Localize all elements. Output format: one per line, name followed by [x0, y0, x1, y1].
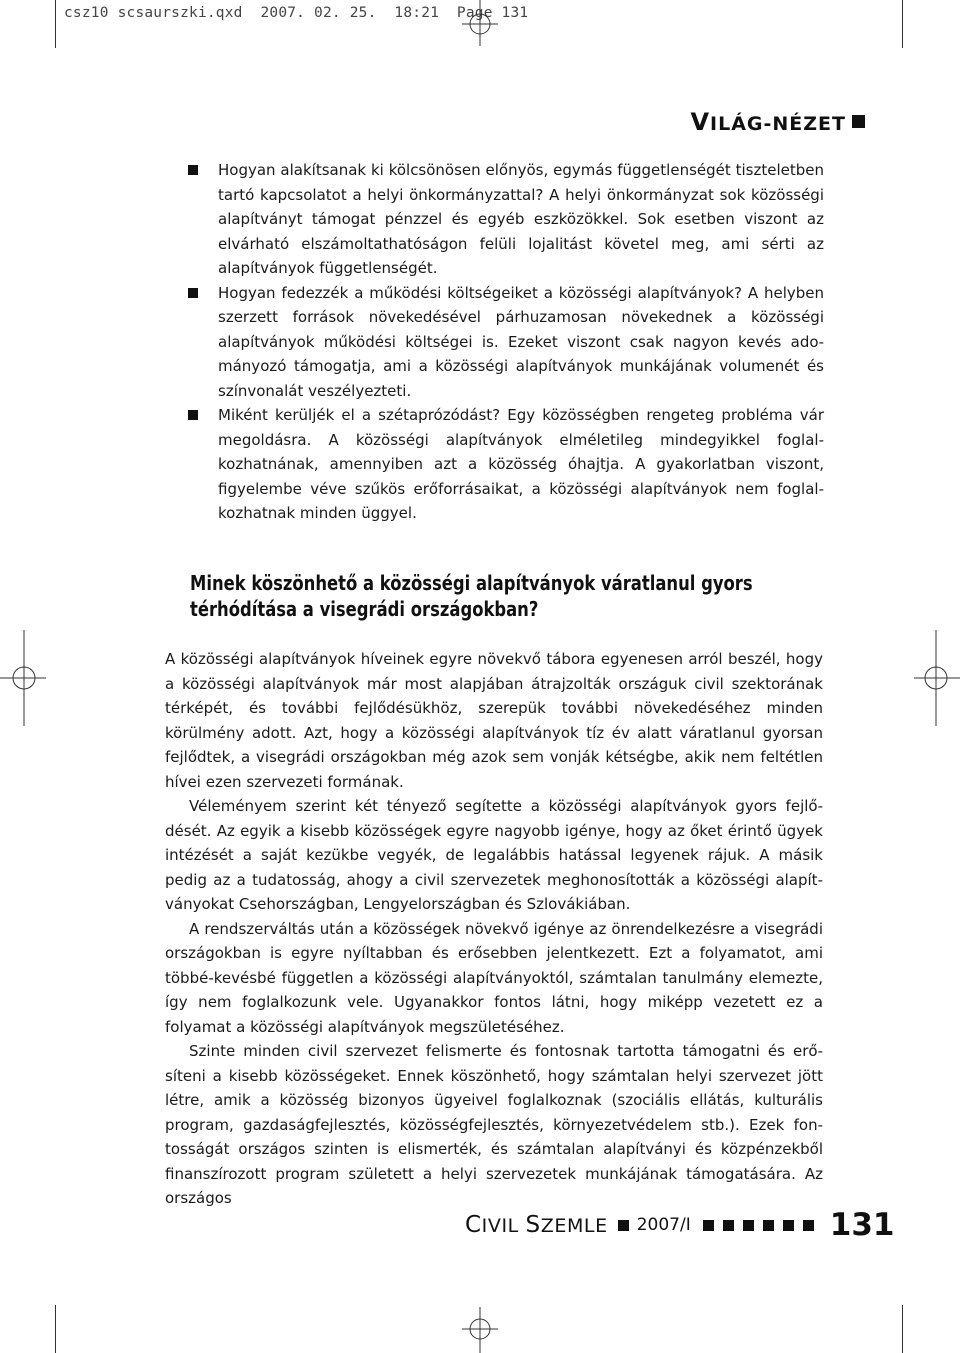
square-icon — [723, 1220, 734, 1231]
crop-mark-bottom-left — [55, 1305, 56, 1353]
square-icon — [803, 1220, 814, 1231]
square-icon — [703, 1220, 714, 1231]
paragraph: Véleményem szerint két tényező segítette a közösségi alapítványok gyors fejlődését. Az egyik a kisebb közösségek egyre nagyobb igénye, hogy az őket érintő ügyek intézését a saját kezükbe vegyék, de legalábbis hatással legyenek rájuk. A másik pedig az a tudatosság, ahogy a civil szervezetek meghonosították a közösségi alapítványokat Csehországban, Lengyelországban és Szlovákiában. — [165, 797, 823, 913]
square-icon — [783, 1220, 794, 1231]
square-bullet-icon — [188, 288, 198, 298]
list-item — [188, 281, 824, 404]
registration-mark-left — [0, 630, 48, 726]
crop-mark-bottom-right — [902, 1305, 903, 1353]
journal-name-cap: S — [525, 1212, 541, 1238]
running-head — [690, 108, 865, 136]
journal-name — [465, 1212, 608, 1238]
square-bullet-icon — [188, 410, 198, 420]
list-item-text: Miként kerüljék el a szétaprózódást? Egy közösségben rengeteg probléma vár megoldásra. A közösségi alapítványok elméletileg mindegyikkel foglalkozhatnának, amennyiben azt a közösség óhajtja. A gyakorlatban viszont, figyelembe véve szűkös erőforrásaikat, a közösségi alapítványok nem foglalkozhatnak minden üggyel. — [218, 406, 824, 522]
square-icon — [763, 1220, 774, 1231]
paragraph: A közösségi alapítványok híveinek egyre növekvő tábora egyenesen arról beszél, hogy a közösségi alapítványok már most alapjában átrajzolták országuk civil szektorának térképét, és további fejlődésükhöz, szerepük további növekedéséhez minden körülmény adott. Azt, hogy a közösségi alapítványok tíz év alatt váratlanul gyorsan fejlődtek, a visegrádi országokban még azok sem vonják kétségbe, akik nem feltétlen hívei ezen szervezeti formának. — [165, 650, 823, 791]
running-head-rest: ILÁG-NÉZET — [710, 113, 846, 135]
crop-mark-top-left — [55, 0, 56, 48]
list-item — [188, 403, 824, 526]
square-icon — [743, 1220, 754, 1231]
list-item-text: Hogyan alakítsanak ki kölcsönösen előnyös, egymás függetlenségét tiszteletben tartó kapcsolatot a helyi önkormányzattal? A helyi önkormányzat sok közösségi alapítványt támogat pénzzel és egyéb eszközökkel. Sok esetben viszont az elvárható elszámoltathatóságon felüli lojalitást követel meg, ami sérti az alapítványok függetlenségét. — [218, 161, 824, 277]
square-separator-icon — [618, 1220, 629, 1231]
registration-mark-right — [912, 630, 960, 726]
square-bullet-icon — [188, 165, 198, 175]
page-number: 131 — [829, 1207, 895, 1243]
print-slug: csz10 scsaurszki.qxd 2007. 02. 25. 18:21 Page 131 — [64, 5, 529, 21]
decorative-squares — [703, 1220, 814, 1231]
issue-number: 2007/I — [636, 1215, 691, 1235]
journal-name-part: IVIL — [481, 1215, 526, 1237]
registration-mark-bottom — [460, 1305, 500, 1353]
registration-mark-top — [460, 0, 500, 48]
paragraph: A rendszerváltás után a közösségek növekvő igénye az önrendelkezésre a visegrádi országokban is egyre nyíltabban és erősebben jelentkezett. Ezt a folyamatot, ami többé-kevésbé független a közösségi alapítványoktól, számtalan tanulmány elemezte, így nem foglalkozunk vele. Ugyanakkor fontos látni, hogy miképp vezetett ez a folyamat a közösségi alapítványok megszületéséhez. — [165, 919, 823, 1036]
body-text — [165, 647, 823, 1211]
page-footer — [465, 1205, 894, 1245]
section-heading: Minek köszönhető a közösségi alapítványok váratlanul gyors térhódítása a visegrádi országokban? — [190, 571, 753, 621]
running-head-cap: V — [690, 108, 711, 136]
square-bullet-icon — [852, 115, 865, 128]
bullet-list — [188, 158, 824, 526]
list-item — [188, 158, 824, 281]
journal-name-cap: C — [465, 1212, 482, 1238]
crop-mark-top-right — [902, 0, 903, 48]
journal-name-part: ZEMLE — [540, 1215, 608, 1237]
list-item-text: Hogyan fedezzék a működési költségeiket a közösségi alapítványok? A helyben szerzett források növekedésével párhuzamosan növekednek a közösségi alapítványok működési költségei is. Ezeket viszont csak nagyon kevés adományozó támogatja, ami a közösségi alapítványok munkájának volumenét és színvonalát veszélyezteti. — [218, 283, 824, 400]
paragraph: Szinte minden civil szervezet felismerte és fontosnak tartotta támogatni és erősíteni a kisebb közösségeket. Ennek köszönhető, hogy számtalan helyi szervezet jött létre, amik a közösség bizonyos ügyeivel foglalkoznak (szociális ellátás, kulturális program, gazdaságfejlesztés, közösségfejlesztés, környezetvédelem stb.). Ezek fontosságát országos szinten is elismerték, és számtalan alapítványi és közpénzekből finanszírozott program született a helyi szervezetek munkájának támogatására. Az országos — [165, 1042, 823, 1207]
